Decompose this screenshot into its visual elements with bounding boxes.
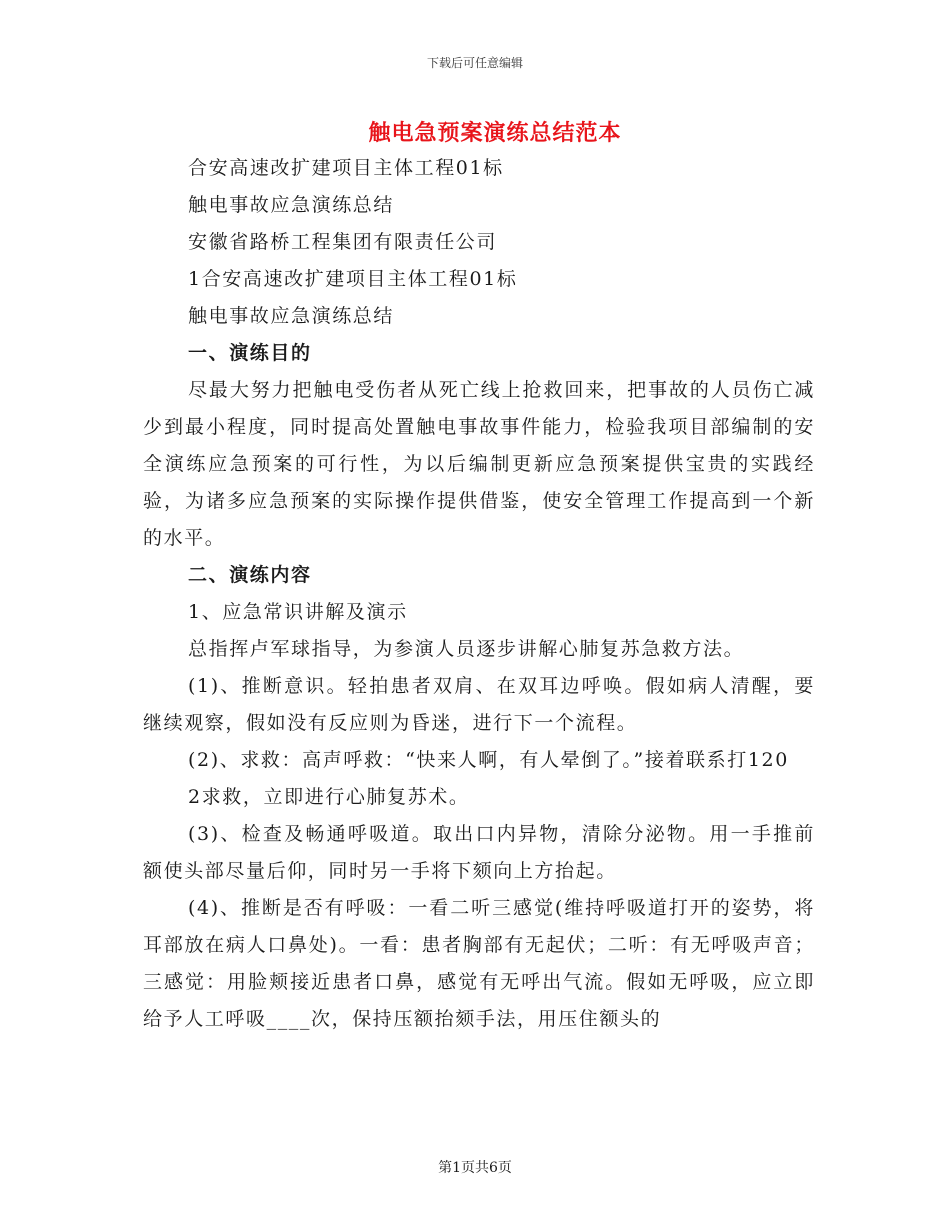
paragraph-company-name: 安徽省路桥工程集团有限责任公司 — [188, 231, 498, 253]
paragraph-summary-title-repeat: 触电事故应急演练总结 — [188, 305, 395, 327]
paragraph-subheading-first-aid: 1、应急常识讲解及演示 — [188, 601, 408, 623]
paragraph-project-name: 合安高速改扩建项目主体工程01标 — [188, 157, 504, 179]
document-body — [143, 150, 815, 1038]
paragraph-step-4: (4)、推断是否有呼吸：一看二听三感觉(维持呼吸道打开的姿势，将耳部放在病人口鼻处)。一看：患者胸部有无起伏；二听：有无呼吸声音；三感觉：用脸颊接近患者口鼻，感觉有无呼出气流。假如无呼吸，应立即给予人工呼吸____次，保持压额抬颏手法，用压住额头的 — [143, 897, 815, 1030]
paragraph-project-name-repeat: 1合安高速改扩建项目主体工程01标 — [188, 268, 518, 290]
paragraph-step-2-continued: 2求救，立即进行心肺复苏术。 — [188, 786, 470, 808]
paragraph-summary-title: 触电事故应急演练总结 — [188, 194, 395, 216]
paragraph-step-1: (1)、推断意识。轻拍患者双肩、在双耳边呼唤。假如病人清醒，要继续观察，假如没有反应则为昏迷，进行下一个流程。 — [143, 675, 815, 734]
section-heading-content: 二、演练内容 — [188, 564, 312, 586]
paragraph-commander-guidance: 总指挥卢军球指导，为参演人员逐步讲解心肺复苏急救方法。 — [188, 638, 745, 660]
page-footer-number: 第1页共6页 — [438, 1160, 512, 1176]
paragraph-step-3: (3)、检查及畅通呼吸道。取出口内异物，清除分泌物。用一手推前额使头部尽量后仰，同时另一手将下颏向上方抬起。 — [143, 823, 815, 882]
section-heading-purpose: 一、演练目的 — [188, 342, 312, 364]
page-header-note: 下载后可任意编辑 — [426, 56, 523, 70]
document-title: 触电急预案演练总结范本 — [368, 120, 622, 146]
paragraph-step-2: (2)、求救：高声呼救：“快来人啊，有人晕倒了。”接着联系打120 — [188, 749, 789, 771]
paragraph-purpose: 尽最大努力把触电受伤者从死亡线上抢救回来，把事故的人员伤亡减少到最小程度，同时提高处置触电事故事件能力，检验我项目部编制的安全演练应急预案的可行性，为以后编制更新应急预案提供宝贵的实践经验，为诸多应急预案的实际操作提供借鉴，使安全管理工作提高到一个新的水平。 — [143, 379, 815, 549]
